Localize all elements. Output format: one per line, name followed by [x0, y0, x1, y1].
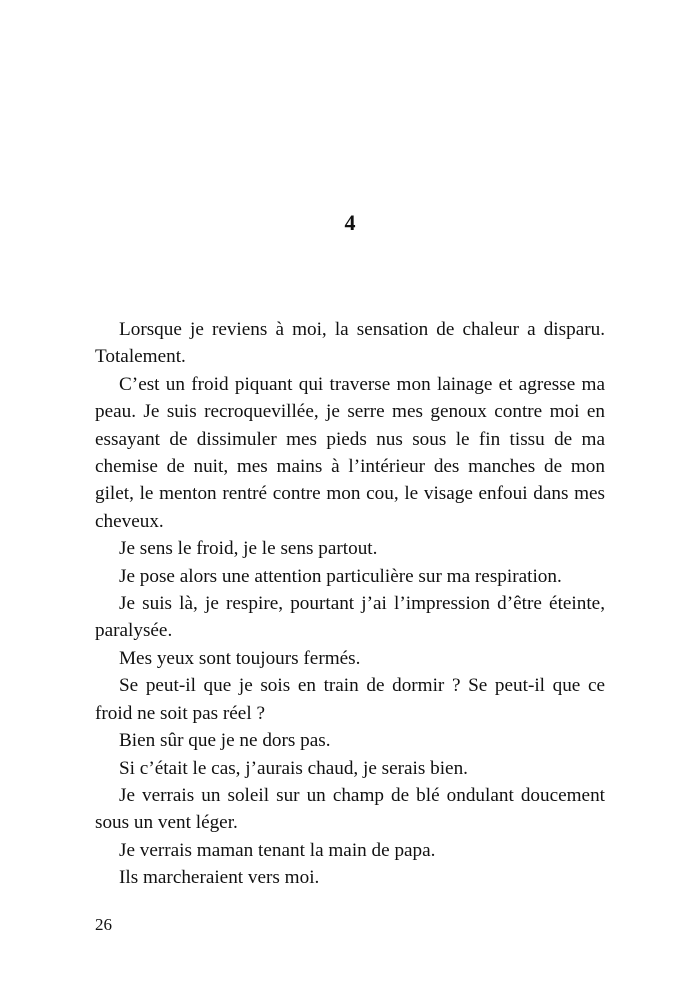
body-text	[95, 316, 605, 892]
paragraph: Je suis là, je respire, pourtant j’ai l’impression d’être éteinte, paralysée.	[95, 593, 605, 642]
chapter-number: 4	[344, 210, 356, 235]
paragraph: Je sens le froid, je le sens partout.	[119, 538, 378, 560]
paragraph: Bien sûr que je ne dors pas.	[119, 730, 331, 752]
paragraph: Mes yeux sont toujours fermés.	[119, 647, 361, 669]
paragraph: Je verrais maman tenant la main de papa.	[119, 839, 436, 861]
page-number: 26	[95, 915, 112, 934]
paragraph: Se peut-il que je sois en train de dormir ? Se peut-il que ce froid ne soit pas réel ?	[95, 675, 605, 724]
paragraph: Si c’était le cas, j’aurais chaud, je serais bien.	[119, 757, 468, 779]
paragraph: Je verrais un soleil sur un champ de blé ondulant doucement sous un vent léger.	[95, 784, 605, 834]
paragraph: C’est un froid piquant qui traverse mon lainage et agresse ma peau. Je suis recroquevillée, je serre mes genoux contre moi en essayant de dissimuler mes pieds nus sous le fin tissu de ma chemise de nuit, mes mains à l’intérieur des manches de mon gilet, le menton rentré contre mon cou, le visage enfoui dans mes cheveux.	[95, 373, 605, 532]
paragraph: Ils marcheraient vers moi.	[119, 867, 320, 889]
paragraph: Je pose alors une attention particulière sur ma respiration.	[119, 565, 562, 587]
paragraph: Lorsque je reviens à moi, la sensation de chaleur a disparu. Totalement.	[95, 319, 605, 368]
